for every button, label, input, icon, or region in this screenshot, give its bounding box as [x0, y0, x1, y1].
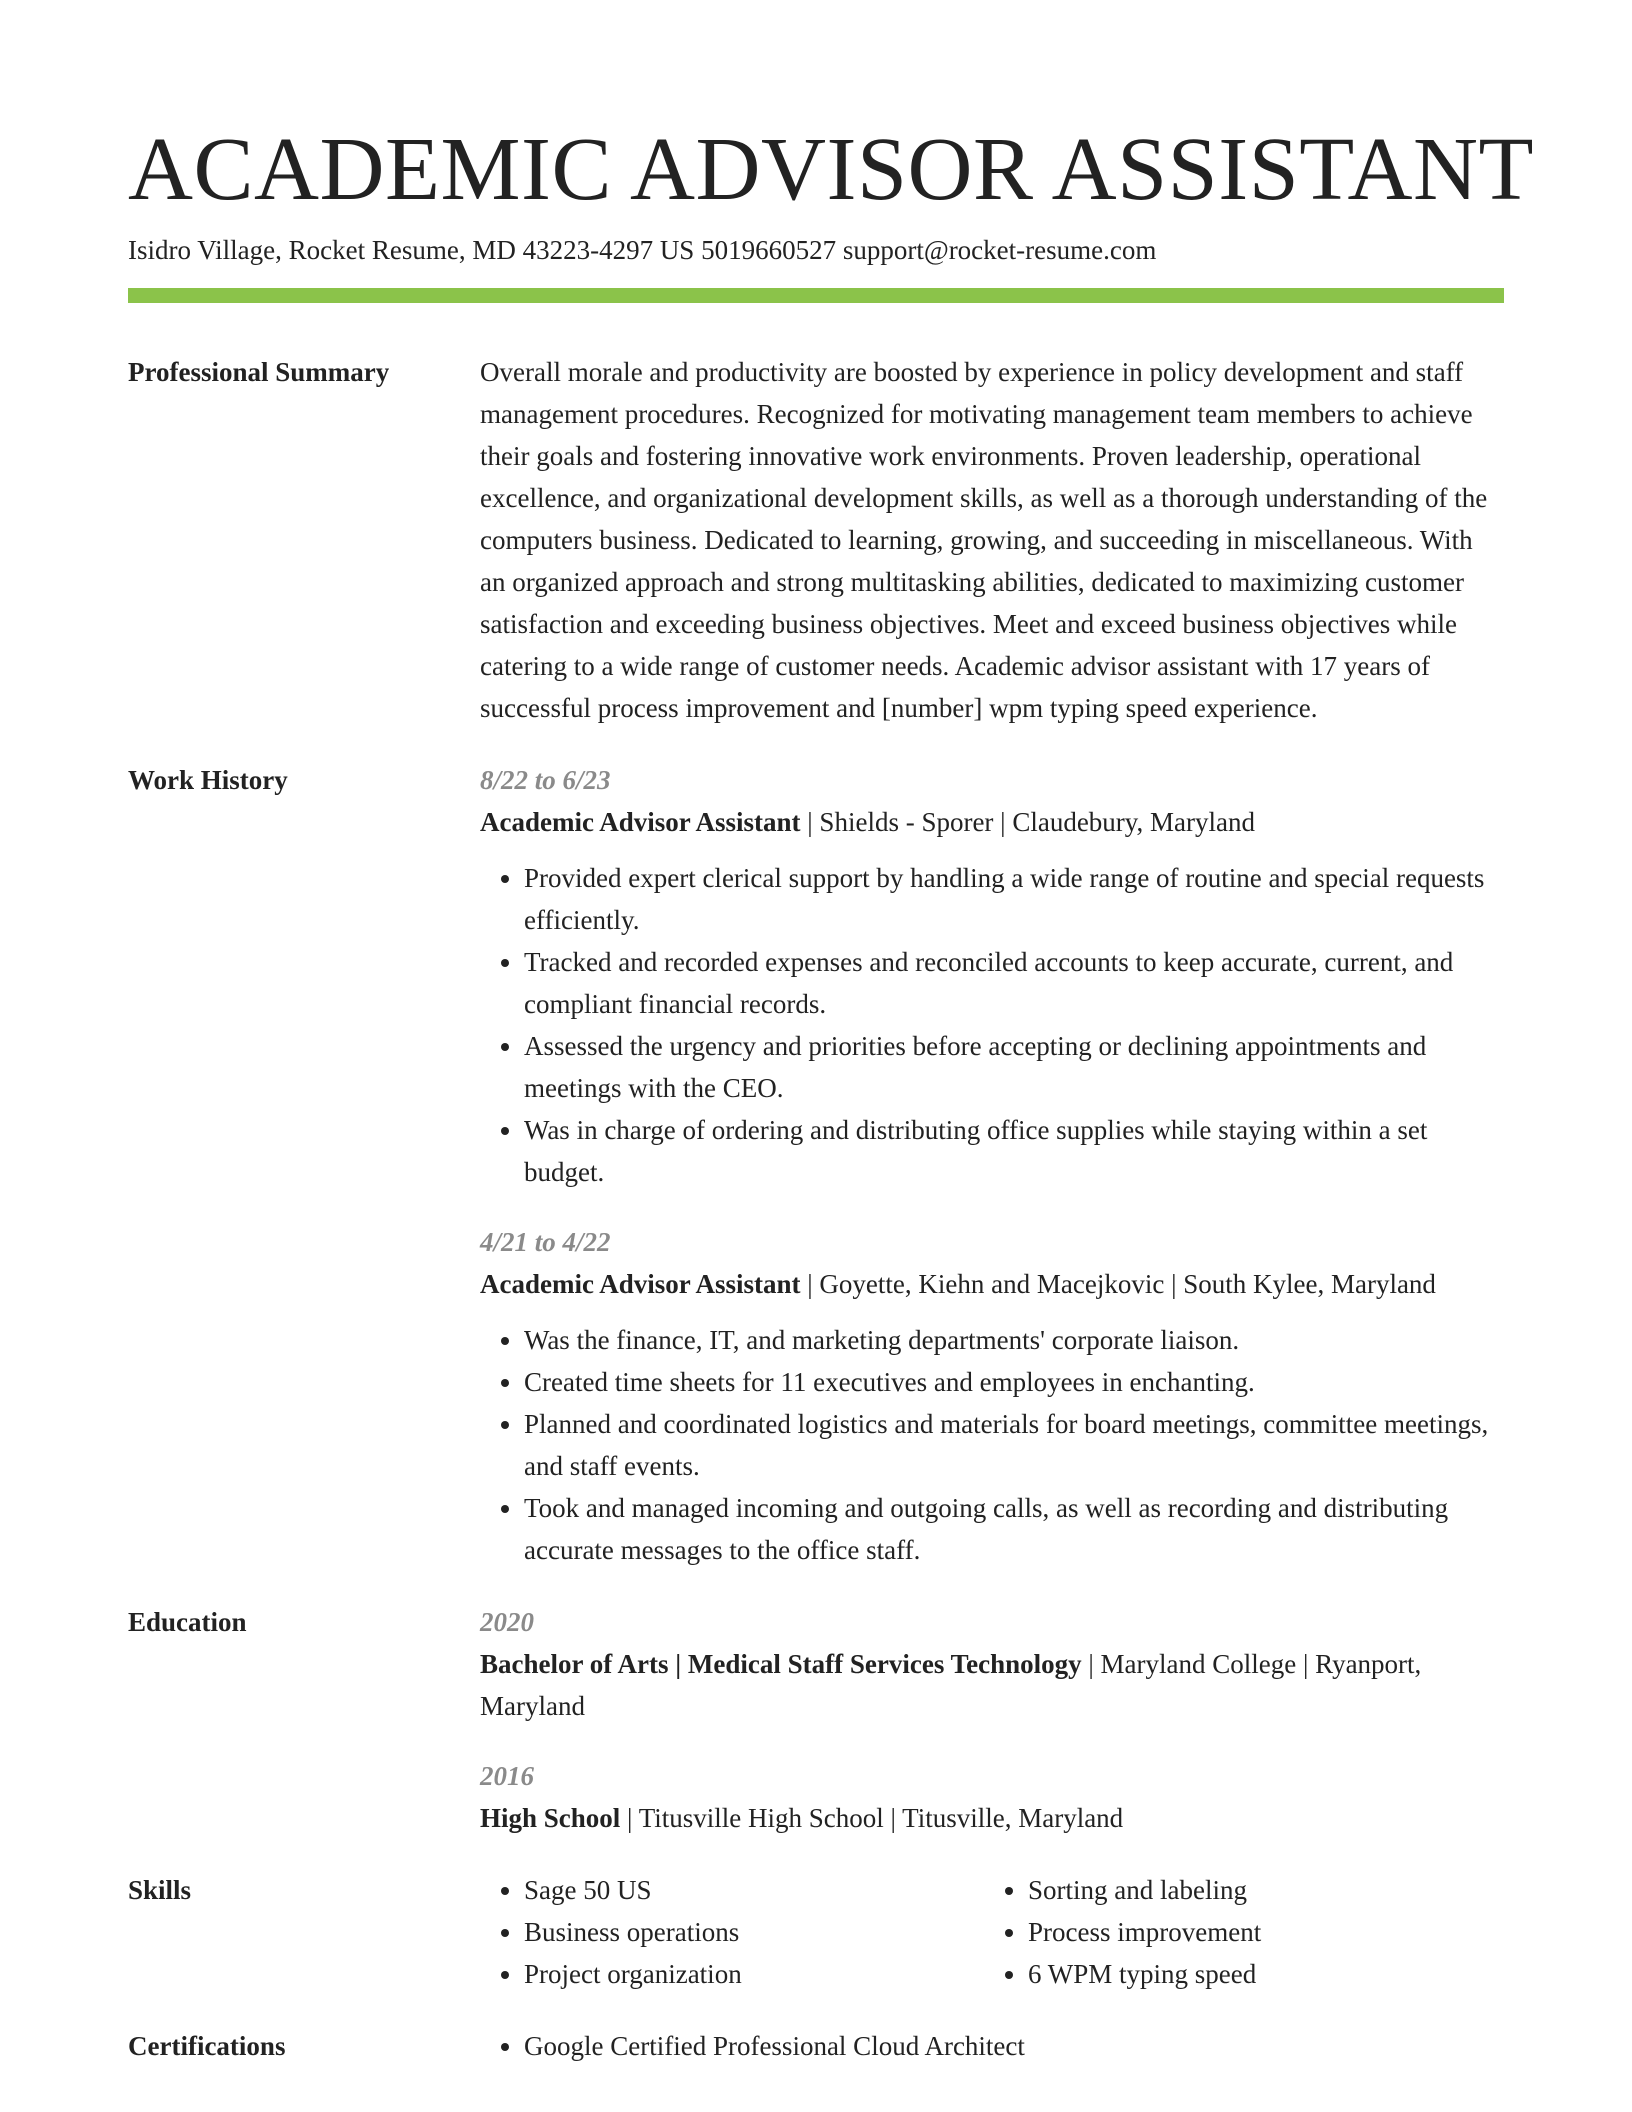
accent-divider [128, 288, 1504, 303]
skills-grid [480, 1869, 1504, 1995]
skills-column-right [984, 1869, 1488, 1995]
education-date: 2020 [480, 1607, 534, 1637]
certifications-list [480, 2025, 1504, 2067]
job-date: 4/21 to 4/22 [480, 1227, 611, 1257]
list-item: • Sage 50 US [524, 1869, 984, 1911]
contact-line: Isidro Village, Rocket Resume, MD 43223-4297 US 5019660527 support@rocket-resume.com [128, 235, 1157, 265]
job-role-line [480, 801, 1504, 843]
list-item: • 6 WPM typing speed [1028, 1953, 1488, 1995]
list-item: • Provided expert clerical support by handling a wide range of routine and special requests efficiently. [524, 857, 1504, 941]
skills-list [480, 1869, 984, 1995]
list-item: • Project organization [524, 1953, 984, 1995]
section-education [128, 1601, 1504, 1839]
job-role-line [480, 1263, 1504, 1305]
education-degree: Bachelor of Arts | Medical Staff Services Technology [480, 1649, 1082, 1679]
list-item: • Process improvement [1028, 1911, 1488, 1953]
job-details: | Goyette, Kiehn and Macejkovic | South Kylee, Maryland [800, 1269, 1436, 1299]
section-label: Education [128, 1607, 247, 1637]
education-entry [480, 1601, 1504, 1727]
education-details: | Maryland College | Ryanport, Maryland [480, 1649, 1422, 1721]
resume-page [128, 116, 1534, 2097]
resume-name: ACADEMIC ADVISOR ASSISTANT [128, 120, 1534, 219]
education-date: 2016 [480, 1761, 534, 1791]
job-entry [480, 759, 1504, 1193]
job-title: Academic Advisor Assistant [480, 1269, 801, 1299]
summary-text: Overall morale and productivity are boosted by experience in policy development and staff management procedures. Recognized for motivating management team members to achieve their goals and fostering innovative work environments. Proven leadership, operational excellence, and organizational development skills, as well as a thorough understanding of the computers business. Dedicated to learning, growing, and succeeding in miscellaneous. With an organized approach and strong multitasking abilities, dedicated to maximizing customer satisfaction and exceeding business objectives. Meet and exceed business objectives while catering to a wide range of customer needs. Academic advisor assistant with 17 years of successful process improvement and [number] wpm typing speed experience. [480, 357, 1488, 723]
list-item: • Was the finance, IT, and marketing departments' corporate liaison. [524, 1319, 1504, 1361]
job-details: | Shields - Sporer | Claudebury, Maryland [800, 807, 1256, 837]
job-bullets [480, 857, 1504, 1193]
list-item: • Google Certified Professional Cloud Architect [524, 2025, 1504, 2067]
education-line [480, 1643, 1504, 1727]
list-item: • Tracked and recorded expenses and reconciled accounts to keep accurate, current, and compliant financial records. [524, 941, 1504, 1025]
skills-column-left [480, 1869, 984, 1995]
education-degree: High School [480, 1803, 621, 1833]
section-label: Skills [128, 1875, 192, 1905]
education-entry [480, 1755, 1504, 1839]
education-line [480, 1797, 1504, 1839]
section-body [480, 351, 1504, 729]
section-professional-summary [128, 351, 1504, 729]
list-item: • Created time sheets for 11 executives and employees in enchanting. [524, 1361, 1504, 1403]
section-skills [128, 1869, 1504, 1995]
list-item: • Planned and coordinated logistics and materials for board meetings, committee meetings, and staff events. [524, 1403, 1504, 1487]
section-certifications [128, 2025, 1504, 2067]
section-body [480, 1601, 1504, 1839]
section-body [480, 2025, 1504, 2067]
section-work-history [128, 759, 1504, 1571]
section-label: Certifications [128, 2031, 286, 2061]
job-entry [480, 1221, 1504, 1571]
list-item: • Assessed the urgency and priorities before accepting or declining appointments and meetings with the CEO. [524, 1025, 1504, 1109]
section-label: Work History [128, 765, 288, 795]
list-item: • Was in charge of ordering and distributing office supplies while staying within a set budget. [524, 1109, 1504, 1193]
job-title: Academic Advisor Assistant [480, 807, 801, 837]
list-item: • Business operations [524, 1911, 984, 1953]
section-label: Professional Summary [128, 357, 390, 387]
list-item: • Sorting and labeling [1028, 1869, 1488, 1911]
list-item: • Took and managed incoming and outgoing calls, as well as recording and distributing accurate messages to the office staff. [524, 1487, 1504, 1571]
job-date: 8/22 to 6/23 [480, 765, 611, 795]
section-body [480, 759, 1504, 1571]
job-bullets [480, 1319, 1504, 1571]
skills-list [984, 1869, 1488, 1995]
section-body [480, 1869, 1504, 1995]
education-details: | Titusville High School | Titusville, Maryland [620, 1803, 1124, 1833]
